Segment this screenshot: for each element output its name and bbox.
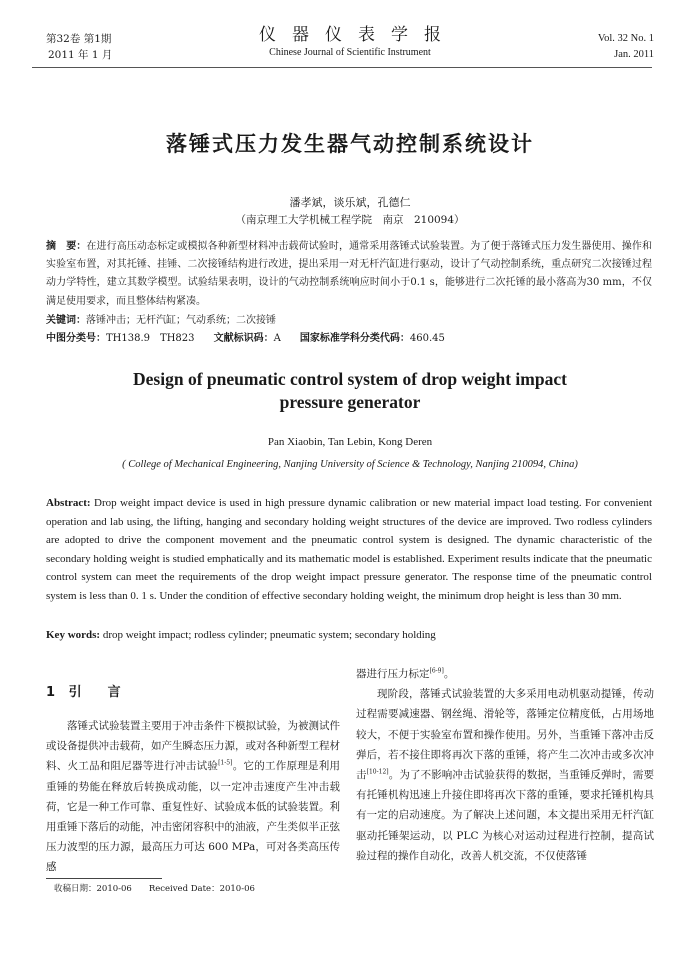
keywords-en: [46, 626, 652, 644]
paragraph: [356, 684, 654, 866]
paragraph-text: 器进行压力标定: [356, 668, 430, 680]
citation: [10-12]: [366, 768, 389, 776]
clc-value: TH138.9 TH823: [106, 333, 195, 344]
keywords-cn-label: 关键词：: [46, 315, 86, 326]
date-en: Jan. 2011: [614, 49, 654, 60]
section-number: 1: [46, 685, 56, 700]
footnote-divider: [46, 878, 162, 879]
subject-code-label: 国家标准学科分类代码：: [299, 333, 410, 344]
body-column-right: [356, 664, 654, 866]
affiliation-cn: （南京理工大学机械工程学院 南京 210094）: [235, 214, 465, 226]
title-en-line1: Design of pneumatic control system of drop weight impact: [133, 369, 567, 389]
volume-issue-en: Vol. 32 No. 1: [597, 33, 654, 44]
paragraph: [46, 716, 340, 878]
keywords-en-text: drop weight impact; rodless cylinder; pneumatic system; secondary holding: [100, 629, 436, 641]
paragraph-text: 现阶段，落锤式试验装置的大多采用电动机驱动提锤，传动过程需要减速器、钢丝绳、滑轮等，落锤定位精度低，占用场地较大，不便于实验室布置和操作使用。另外，当重锤下落冲击反弹后，若不接住即将再次下落的重锤，将产生二次冲击或多次冲击: [356, 688, 654, 782]
journal-name-cn: 仪器仪表学报: [259, 25, 457, 45]
title-en: [0, 368, 700, 414]
paragraph-text: 。: [443, 668, 455, 680]
authors-en: Pan Xiaobin, Tan Lebin, Kong Deren: [267, 436, 433, 448]
paragraph-text: 落锤式试验装置主要用于冲击条件下模拟试验，为被测试件或设备提供冲击载荷，如产生瞬态压力源，或对各种新型工程材料、火工品和阻尼器等进行冲击试验: [46, 720, 340, 773]
paragraph-text: 。为了不影响冲击试验获得的数据，当重锤反弹时，需要有托锤机构迅速上升接住即将再次下落的重锤，要求托锤机构具有一定的启动速度。为了解决上述问题，本文提出采用无杆汽缸驱动托锤架运动，以 PLC 为核心对运动过程进行控制，提高试验过程的操作自动化，改善人机交流，不仅使落锤: [356, 769, 655, 862]
citation: [1-5]: [218, 759, 233, 767]
volume-issue-cn: 第32卷 第1期: [46, 33, 112, 45]
abstract-cn-label: 摘 要：: [46, 241, 87, 252]
citation: [6-9]: [429, 667, 444, 675]
affiliation-en: ( College of Mechanical Engineering, Nanjing University of Science & Technology, Nanjing 210094, China): [122, 459, 578, 470]
title-cn: 落锤式压力发生器气动控制系统设计: [166, 132, 534, 156]
authors-cn: 潘孝斌，谈乐斌，孔德仁: [289, 196, 411, 209]
paragraph: [356, 664, 654, 684]
received-date-footnote: 收稿日期：2010-06 Received Date：2010-06: [54, 884, 255, 894]
journal-issue-cn: [46, 31, 112, 63]
clc-label: 中图分类号：: [46, 333, 106, 344]
body-column-left: [46, 716, 340, 878]
keywords-cn: [46, 312, 652, 330]
keywords-en-label: Key words:: [46, 629, 101, 641]
journal-name-en: Chinese Journal of Scientific Instrument: [269, 47, 431, 58]
header-divider: [32, 67, 652, 68]
doc-code-label: 文献标识码：: [213, 333, 274, 344]
date-cn: 2011 年 1 月: [48, 49, 113, 61]
journal-masthead: [200, 24, 500, 60]
section-heading: [46, 681, 121, 700]
classification-codes: [46, 330, 652, 348]
abstract-en-text: Drop weight impact device is used in high pressure dynamic calibration or new material impact load testing. For convenient operation and lab using, the lifting, hanging and secondary holding weight structures of the device are improved. Two rodless cylinders are adopted to drive the component movement and the pneumatic control system is designed. The dynamic characteristic of the secondary holding weight is studied emphatically and its mathematic model is established. Experiment results indicate that the pneumatic control system can meet the requirements of the drop weight impact pressure generator. The response time of the pneumatic control system is less than 0. 1 s. Under the condition of effective secondary holding weight, the minimum drop height is less than 30 mm.: [46, 497, 652, 602]
journal-issue-en: [598, 31, 654, 63]
title-en-line2: pressure generator: [279, 392, 421, 412]
section-title: 引 言: [68, 685, 121, 700]
abstract-en: [46, 494, 652, 605]
doc-code-value: A: [273, 333, 281, 344]
abstract-cn: [46, 238, 652, 311]
keywords-cn-text: 落锤冲击；无杆汽缸；气动系统；二次接锤: [86, 315, 276, 326]
paragraph-text: 。它的工作原理是利用重锤的势能在释放后转换成动能，以一定冲击速度产生冲击载荷，它是一种工作可靠、重复性好、试验成本低的试验装置。利用重锤下落后的动能，冲击密闭容积中的油液，产生类似半正弦压力波型的压力源，最高压力可达 600 MPa，可对各类高压传感: [46, 760, 341, 874]
subject-code-value: 460.45: [409, 333, 445, 344]
abstract-en-label: Abstract:: [46, 497, 91, 509]
abstract-cn-text: 在进行高压动态标定或模拟各种新型材料冲击载荷试验时，通常采用落锤式试验装置。为了便于落锤式压力发生器使用、操作和实验室布置，对其托锤、挂锤、二次接锤结构进行改进，提出采用一对无杆汽缸进行驱动，设计了气动控制系统，重点研究二次接锤过程动力学特性，建立其数学模型。试验结果表明，设计的气动控制系统响应时间小于0.1 s，能够进行二次托锤的最小落高为30 mm，不仅满足使用要求，而且整体结构紧凑。: [46, 241, 653, 307]
